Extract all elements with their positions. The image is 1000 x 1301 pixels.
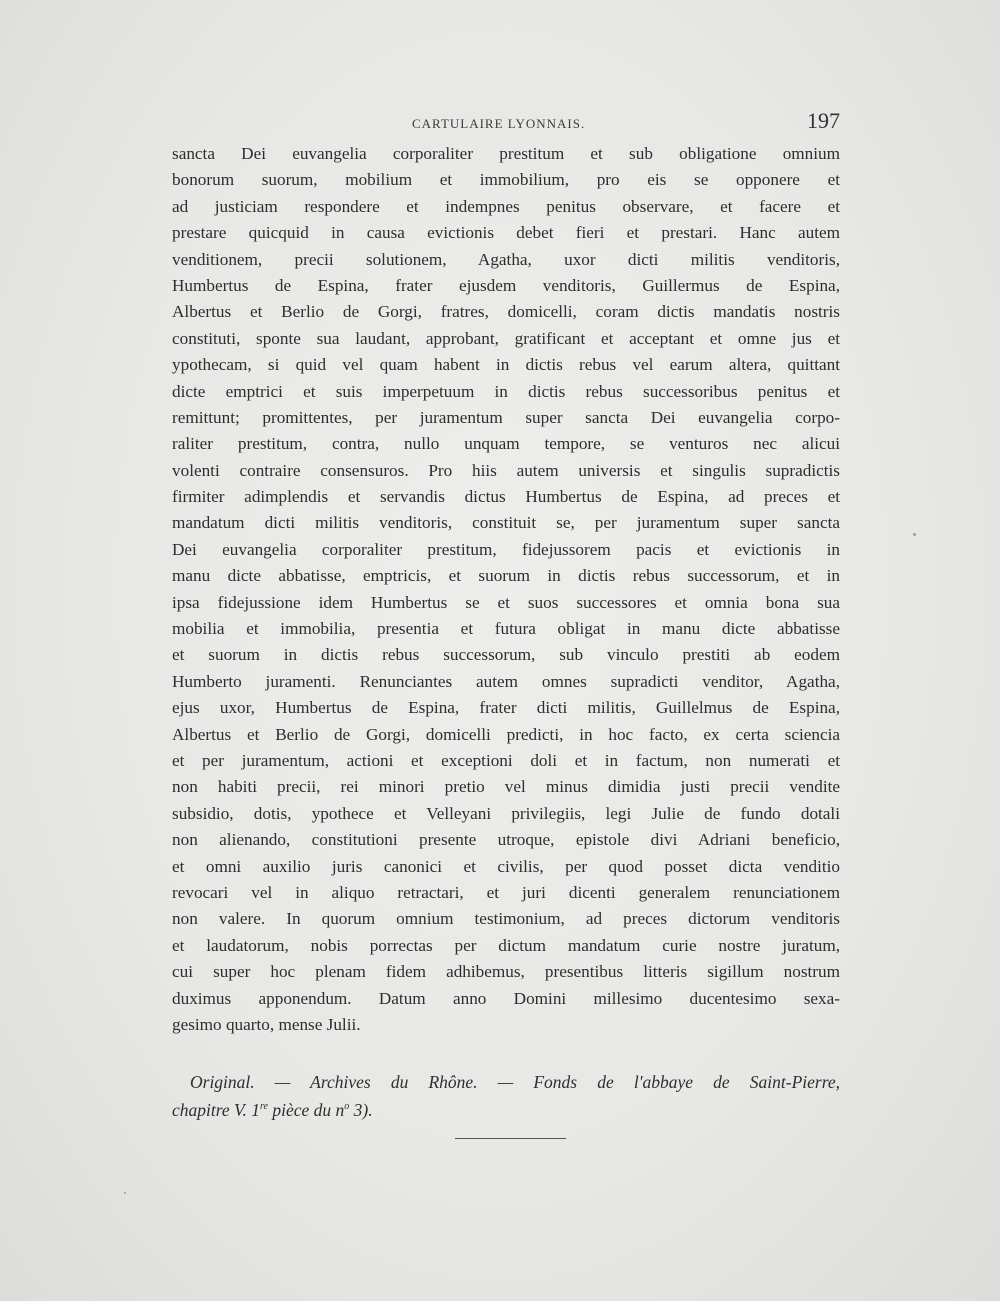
source-note-superscript-ordinal: re bbox=[259, 1101, 268, 1112]
running-head bbox=[172, 108, 840, 136]
page-number: 197 bbox=[807, 108, 840, 133]
text-line: Humberto juramenti. Renunciantes autem omnes supradicti venditor, Agatha, bbox=[172, 671, 840, 691]
source-note-line-2-end: 3). bbox=[349, 1100, 373, 1120]
text-line: non valere. In quorum omnium testimonium, ad preces dictorum venditoris bbox=[172, 909, 840, 929]
text-line: venditionem, precii solutionem, Agatha, uxor dicti militis venditoris, bbox=[172, 249, 840, 269]
section-divider-rule bbox=[455, 1138, 566, 1139]
source-note-line-2-piece: pièce du n bbox=[267, 1100, 345, 1120]
text-line: mandatum dicti militis venditoris, constituit se, per juramentum super sancta bbox=[172, 513, 840, 533]
text-line: Humbertus de Espina, frater ejusdem venditoris, Guillermus de Espina, bbox=[172, 275, 840, 295]
source-note-line-1: Original. — Archives du Rhône. — Fonds de l'abbaye de Saint-Pierre, bbox=[190, 1072, 840, 1092]
text-line: manu dicte abbatisse, emptricis, et suorum in dictis rebus successorum, et in bbox=[172, 566, 840, 586]
text-line: et suorum in dictis rebus successorum, sub vinculo prestiti ab eodem bbox=[172, 645, 840, 665]
text-line: sancta Dei euvangelia corporaliter prestitum et sub obligatione omnium bbox=[172, 144, 840, 163]
text-line: remittunt; promittentes, per juramentum super sancta Dei euvangelia corpo- bbox=[172, 407, 840, 427]
source-note-line-2 bbox=[172, 1096, 840, 1124]
text-line: duximus apponendum. Datum anno Domini millesimo ducentesimo sexa- bbox=[172, 988, 840, 1008]
text-line: prestare quicquid in causa evictionis debet fieri et prestari. Hanc autem bbox=[172, 223, 840, 243]
text-line: et per juramentum, actioni et exceptioni doli et in factum, non numerati et bbox=[172, 750, 840, 770]
text-line: bonorum suorum, mobilium et immobilium, pro eis se opponere et bbox=[172, 170, 840, 190]
text-line: ejus uxor, Humbertus de Espina, frater dicti militis, Guillelmus de Espina, bbox=[172, 698, 840, 718]
text-line: cui super hoc plenam fidem adhibemus, presentibus litteris sigillum nostrum bbox=[172, 962, 840, 982]
text-line: Dei euvangelia corporaliter prestitum, fidejussorem pacis et evictionis in bbox=[172, 539, 840, 559]
source-note bbox=[172, 1068, 840, 1124]
paper-speck bbox=[913, 533, 916, 536]
text-line: volenti contraire consensuros. Pro hiis autem universis et singulis supradictis bbox=[172, 460, 840, 480]
text-line: gesimo quarto, mense Julii. bbox=[172, 1014, 361, 1034]
text-line: ypothecam, si quid vel quam habent in dictis rebus vel earum altera, quittant bbox=[172, 355, 840, 375]
text-line: firmiter adimplendis et servandis dictus Humbertus de Espina, ad preces et bbox=[172, 487, 840, 507]
body-text bbox=[172, 141, 840, 1038]
text-line: dicte emptrici et suis imperpetuum in dictis rebus successoribus penitus et bbox=[172, 381, 840, 401]
source-note-superscript-number: o bbox=[344, 1101, 350, 1112]
text-line: raliter prestitum, contra, nullo unquam tempore, se venturos nec alicui bbox=[172, 434, 840, 454]
text-line: non alienando, constitutioni presente utroque, epistole divi Adriani beneficio, bbox=[172, 830, 840, 850]
text-line: Albertus et Berlio de Gorgi, domicelli predicti, in hoc facto, ex certa sciencia bbox=[172, 724, 840, 744]
running-title: CARTULAIRE LYONNAIS. bbox=[412, 116, 586, 131]
text-line: ipsa fidejussione idem Humbertus se et suos successores et omnia bona sua bbox=[172, 592, 840, 612]
text-line: et laudatorum, nobis porrectas per dictum mandatum curie nostre juratum, bbox=[172, 935, 840, 955]
text-line: constituti, sponte sua laudant, approbant, gratificant et acceptant et omne jus et bbox=[172, 328, 840, 348]
text-line: ad justiciam respondere et indempnes penitus observare, et facere et bbox=[172, 196, 840, 216]
text-line: non habiti precii, rei minori pretio vel minus dimidia justi precii vendite bbox=[172, 777, 840, 797]
text-line: mobilia et immobilia, presentia et futura obligat in manu dicte abbatisse bbox=[172, 619, 840, 639]
text-line: revocari vel in aliquo retractari, et juri dicenti generalem renunciationem bbox=[172, 882, 840, 902]
text-line: subsidio, dotis, ypothece et Velleyani privilegiis, legi Julie de fundo dotali bbox=[172, 803, 840, 823]
paper-speck bbox=[124, 1192, 126, 1194]
source-note-line-2-text: chapitre V. 1 bbox=[172, 1100, 260, 1120]
text-line: Albertus et Berlio de Gorgi, fratres, domicelli, coram dictis mandatis nostris bbox=[172, 302, 840, 322]
text-line: et omni auxilio juris canonici et civilis, per quod posset dicta venditio bbox=[172, 856, 840, 876]
